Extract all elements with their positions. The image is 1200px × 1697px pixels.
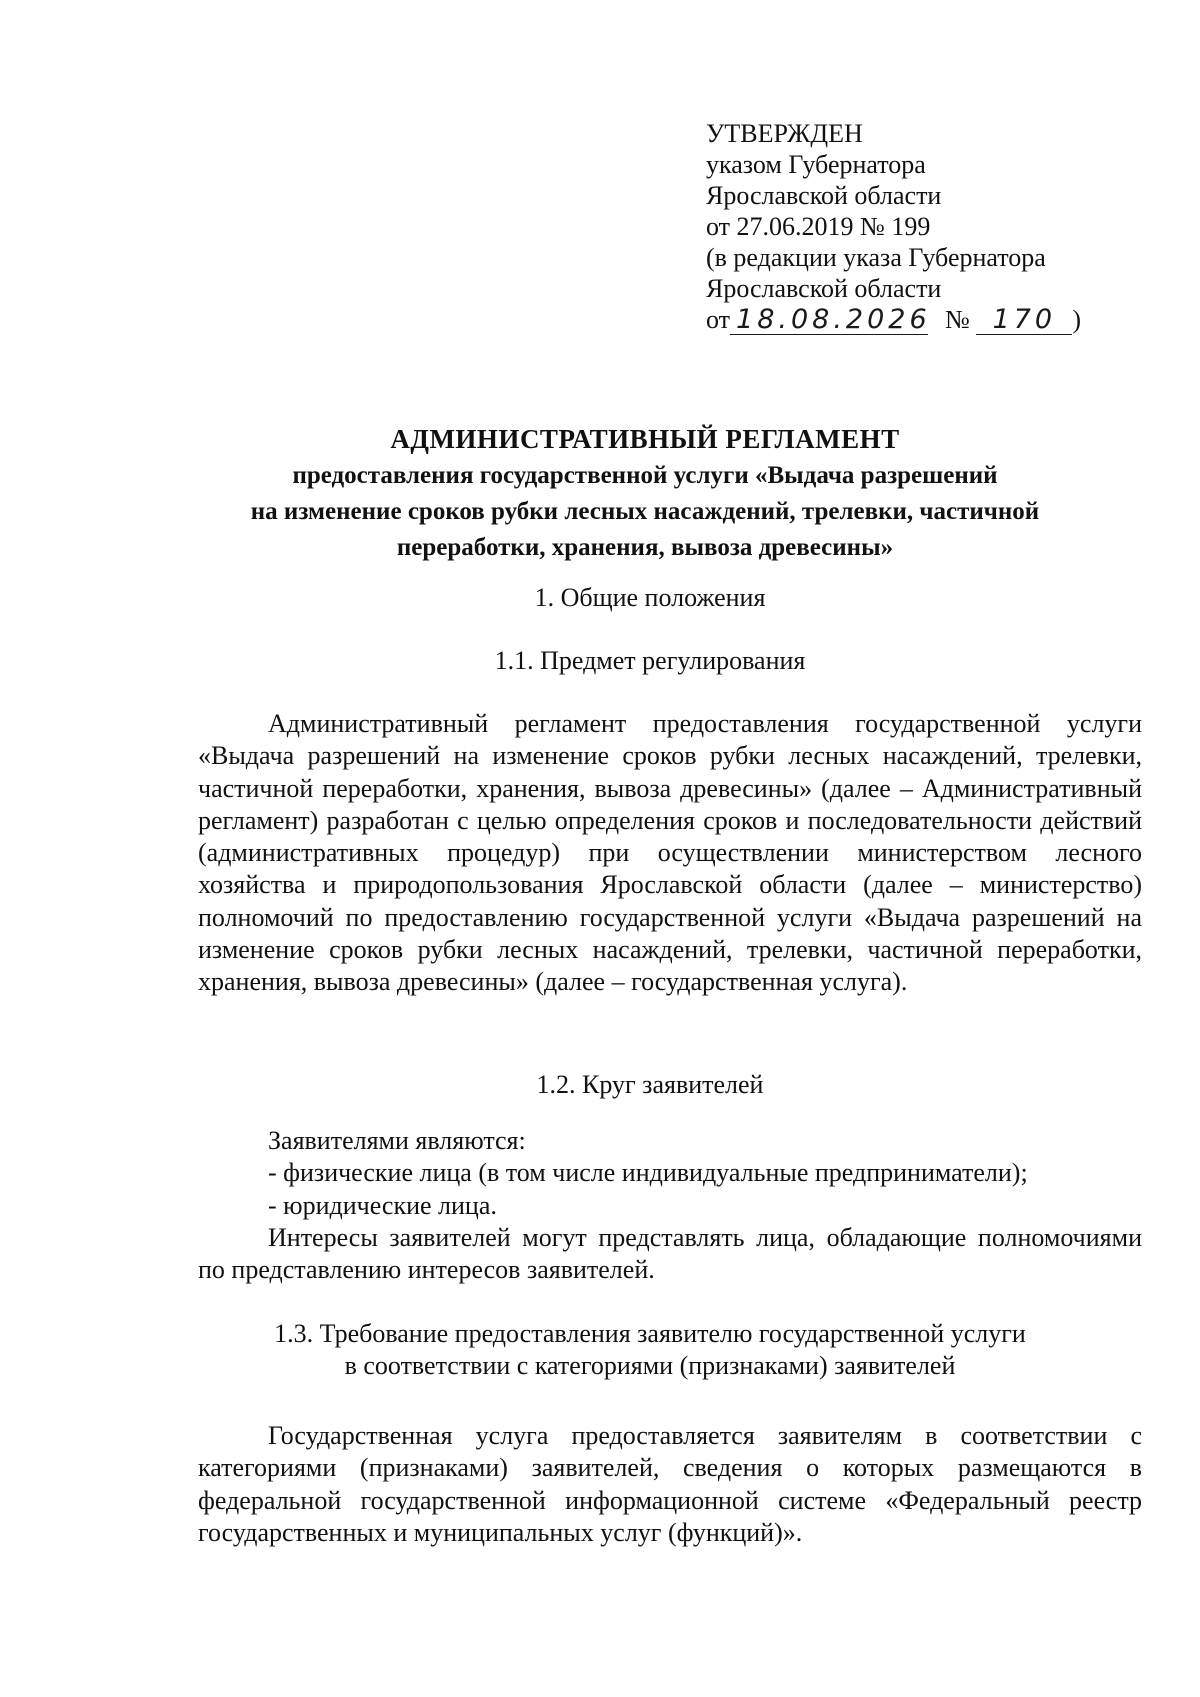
section-1-1-text: Административный регламент предоставления государственной услуги «Выдача разрешений на изменение сроков рубки лесных насаждений, трелевки, частичной переработки, хранения, вывоза древесины» (далее – Административный регламент) разработан с целью определения сроков и последовательности действий (административных процедур) при осуществлении министерством лесного хозяйства и природопользования Ярославской области (далее – министерство) полномочий по предоставлению государственной услуги «Выдача разрешений на изменение сроков рубки лесных насаждений, трелевки, частичной переработки, хранения, вывоза древесины» (далее – государственная услуга). <box>198 709 1142 997</box>
amendment-date-line <box>706 304 1081 344</box>
closing-paren: ) <box>1072 305 1082 334</box>
approval-stamp-block <box>706 118 1081 344</box>
approval-line-2: Ярославской области <box>706 181 942 210</box>
applicants-item-individuals: - физические лица (в том числе индивидуальные предприниматели); <box>268 1158 1028 1188</box>
section-1-2-paragraph <box>198 1222 1142 1287</box>
approval-line-1: указом Губернатора <box>706 150 926 179</box>
approval-line-5: Ярославской области <box>706 274 942 303</box>
applicants-item-legal-entities: - юридические лица. <box>268 1190 497 1220</box>
handwritten-date: 18.08.2026 <box>730 306 928 335</box>
section-1-1-heading: 1.1. Предмет регулирования <box>494 646 806 675</box>
section-1-3-heading-line-2: в соответствии с категориями (признаками) заявителей <box>344 1351 956 1380</box>
from-prefix: от <box>706 305 731 334</box>
document-subtitle-line-1: предоставления государственной услуги «Выдача разрешений <box>292 462 998 489</box>
approval-line-4: (в редакции указа Губернатора <box>706 243 1046 272</box>
document-title-block <box>150 422 1140 564</box>
section-1-2-heading: 1.2. Круг заявителей <box>536 1070 764 1099</box>
number-sign: № <box>945 305 970 334</box>
applicants-list <box>268 1125 1142 1222</box>
section-1-3-paragraph <box>198 1420 1142 1549</box>
section-1-3-heading-line-1: 1.3. Требование предоставления заявителю государственной услуги <box>274 1319 1026 1348</box>
applicants-intro: Заявителями являются: <box>268 1126 526 1155</box>
document-subtitle-line-3: переработки, хранения, вывоза древесины» <box>396 534 894 561</box>
section-1-heading: 1. Общие положения <box>534 583 766 612</box>
document-subtitle-line-2: на изменение сроков рубки лесных насаждений, трелевки, частичной <box>250 498 1040 525</box>
section-1-1-paragraph <box>198 708 1142 999</box>
handwritten-number: 170 <box>976 306 1072 335</box>
document-title: АДМИНИСТРАТИВНЫЙ РЕГЛАМЕНТ <box>390 424 900 454</box>
section-1-3-heading <box>150 1318 1150 1382</box>
section-1-3-text: Государственная услуга предоставляется заявителям в соответствии с категориями (признаками) заявителей, сведения о которых размещаются в федеральной государственной информационной системе «Федеральный реестр государственных и муниципальных услуг (функций)». <box>198 1421 1142 1547</box>
approval-line-3: от 27.06.2019 № 199 <box>706 212 931 241</box>
approval-status: УТВЕРЖДЕН <box>706 119 863 148</box>
section-1-2-text: Интересы заявителей могут представлять лица, обладающие полномочиями по представлению интересов заявителей. <box>198 1223 1142 1285</box>
